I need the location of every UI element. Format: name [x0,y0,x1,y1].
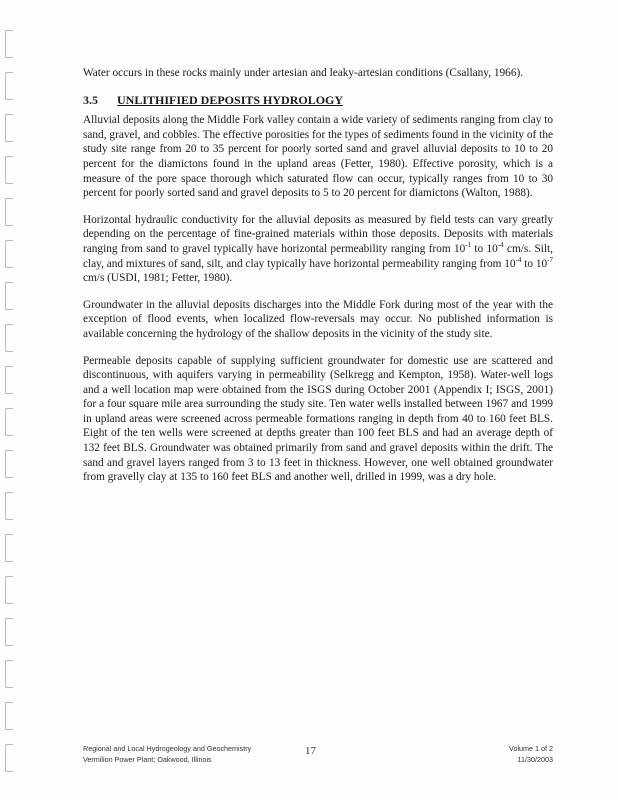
paragraph-wells: Permeable deposits capable of supplying sufficient groundwater for domestic use are scattered and discontinuous, with aquifers varying in permeability (Selkregg and Kempton, 1958). Water-well logs and a well location map were obtained from the ISGS during October 2001 (Appendix I; ISGS, 2001) for a four square mile area surrounding the study site. Ten water wells installed between 1967 and 1999 in upland areas were screened across permeable formations ranging in depth from 40 to 160 feet BLS. Eight of the ten wells were screened at depths greater than 100 feet BLS and had an average depth of 132 feet BLS. Groundwater was obtained primarily from sand and gravel deposits within the drift. The sand and gravel layers ranged from 3 to 13 feet in thickness. However, one well obtained groundwater from gravelly clay at 135 to 160 feet BLS and another well, drilled in 1999, was a dry hole. [83,354,553,484]
paragraph-porosity: Alluvial deposits along the Middle Fork valley contain a wide variety of sediments ranging from clay to sand, gravel, and cobbles. The effective porosities for the types of sediments found in the vicinity of the study site range from 20 to 35 percent for poorly sorted sand and gravel alluvial deposits to 10 to 20 percent for the diamictons found in the upland areas (Fetter, 1980). Effective porosity, which is a measure of the pore space thorough which saturated flow can occur, typically ranges from 10 to 30 percent for poorly sorted sand and gravel deposits to 5 to 20 percent for diamictons (Walton, 1988). [83,114,553,200]
binding-hole-marks [3,20,17,790]
paragraph-intro: Water occurs in these rocks mainly under artesian and leaky-artesian conditions (Csallany, 1966). [83,67,524,79]
footer-location: Vermilion Power Plant; Oakwood, Illinois [83,755,212,764]
section-heading [83,93,553,108]
exponent: -1 [465,241,472,250]
text-segment: Horizontal hydraulic conductivity for the alluvial deposits as measured by field tests can vary greatly depending on the percentage of fine-grained materials within those deposits. Deposits with materials ranging from sand to gravel typically have horizontal permeability ranging from 10 [83,213,553,255]
section-number: 3.5 [83,92,98,107]
paragraph-discharge: Groundwater in the alluvial deposits discharges into the Middle Fork during most of the year with the exception of flood events, when localized flow-reversals may occur. No published information is available concerning the hydrology of the shallow deposits in the vicinity of the study site. [83,298,553,340]
footer-left [83,743,251,765]
exponent: -4 [497,241,504,250]
footer-report-title: Regional and Local Hydrogeology and Geochemistry [83,744,252,753]
footer-volume: Volume 1 of 2 [509,744,553,753]
section-title: UNLITHIFIED DEPOSITS HYDROLOGY [117,92,344,107]
text-segment: cm/s (USDI, 1981; Fetter, 1980). [83,272,233,285]
exponent: -4 [515,255,522,264]
text-segment: to 10 [471,242,498,255]
exponent: -7 [547,255,553,264]
footer-right [509,743,553,765]
page-number: 17 [305,745,316,757]
footer-date: 11/30/2003 [517,755,553,764]
paragraph-conductivity [83,213,553,286]
text-segment: to 10 [521,257,548,270]
text-segment: cm/s. Silt, clay, and mixtures of sand, silt, and clay typically have horizontal permeability ranging from 10 [83,242,553,270]
document-body [83,66,553,497]
